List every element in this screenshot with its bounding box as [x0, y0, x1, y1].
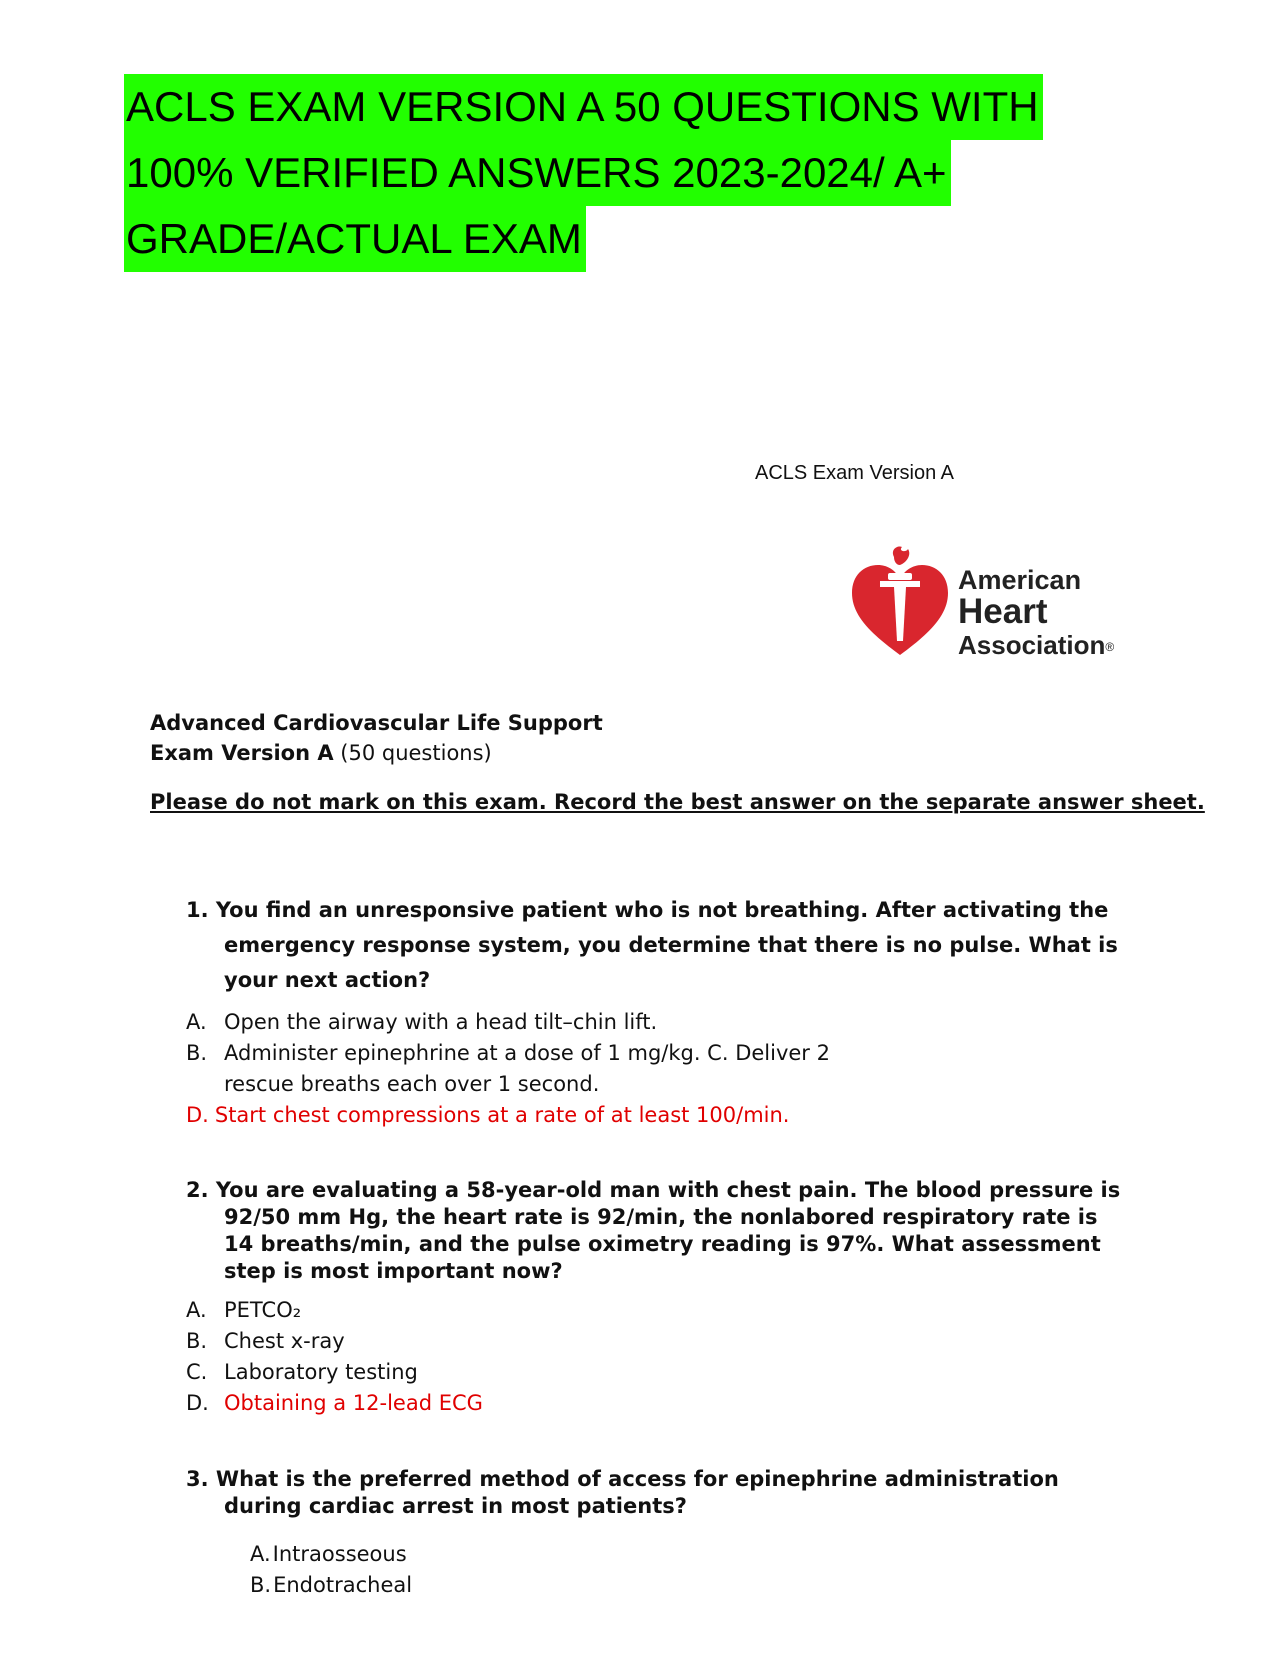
exam-version: Exam Version A: [150, 741, 334, 765]
option-a: A. PETCO₂: [186, 1298, 302, 1322]
question-text: What is the preferred method of access for epinephrine administration during cardiac arrest in most patients?: [215, 1467, 1059, 1518]
option-a: A.Intraosseous: [250, 1542, 407, 1566]
option-c: C. Laboratory testing: [186, 1360, 418, 1384]
course-info: [150, 708, 603, 768]
option-d-correct: D. Obtaining a 12-lead ECG: [186, 1391, 483, 1415]
logo-line-american: American: [958, 565, 1082, 595]
question-2-options: [186, 1295, 1126, 1419]
question-text: You are evaluating a 58-year-old man with chest pain. The blood pressure is 92/50 mm Hg, the heart rate is 92/min, the nonlabored respiratory rate is 14 breaths/min, and the pulse oximetry reading is 97%. What assessment step is most important now?: [215, 1178, 1121, 1283]
aha-wordmark: [958, 565, 1114, 663]
logo-line-association: Association: [958, 630, 1106, 660]
registered-mark: ®: [1105, 640, 1115, 655]
question-text: You find an unresponsive patient who is not breathing. After activating the emergency response system, you determine that there is no pulse. What is your next action?: [215, 898, 1118, 992]
heart-torch-icon: [850, 545, 950, 665]
exam-subheading: ACLS Exam Version A: [755, 462, 954, 484]
question-1: [186, 893, 1126, 998]
course-name: Advanced Cardiovascular Life Support: [150, 711, 603, 735]
question-3: [186, 1466, 1126, 1520]
option-b: B.Endotracheal: [250, 1573, 413, 1597]
question-3-options: [250, 1539, 412, 1601]
option-b: B. Chest x-ray: [186, 1329, 345, 1353]
option-d-correct: D. Start chest compressions at a rate of at least 100/min.: [186, 1103, 790, 1127]
document-title: [124, 74, 1124, 272]
option-b: B. Administer epinephrine at a dose of 1 mg/kg. C. Deliver 2 rescue breaths each over 1 second.: [186, 1041, 830, 1096]
question-number: 2.: [186, 1178, 209, 1202]
title-line-3: GRADE/ACTUAL EXAM: [124, 206, 586, 272]
option-a: A. Open the airway with a head tilt–chin lift.: [186, 1010, 658, 1034]
aha-logo: [850, 545, 1150, 665]
question-2: [186, 1177, 1126, 1285]
title-line-1: ACLS EXAM VERSION A 50 QUESTIONS WITH: [124, 74, 1043, 140]
exam-instructions: Please do not mark on this exam. Record the best answer on the separate answer sheet.: [150, 790, 1205, 814]
logo-line-heart: Heart: [958, 592, 1048, 631]
question-number: 1.: [186, 898, 209, 922]
question-number: 3.: [186, 1467, 209, 1491]
question-1-options: [186, 1007, 1126, 1131]
title-line-2: 100% VERIFIED ANSWERS 2023-2024/ A+: [124, 140, 951, 206]
question-count: (50 questions): [333, 741, 492, 765]
